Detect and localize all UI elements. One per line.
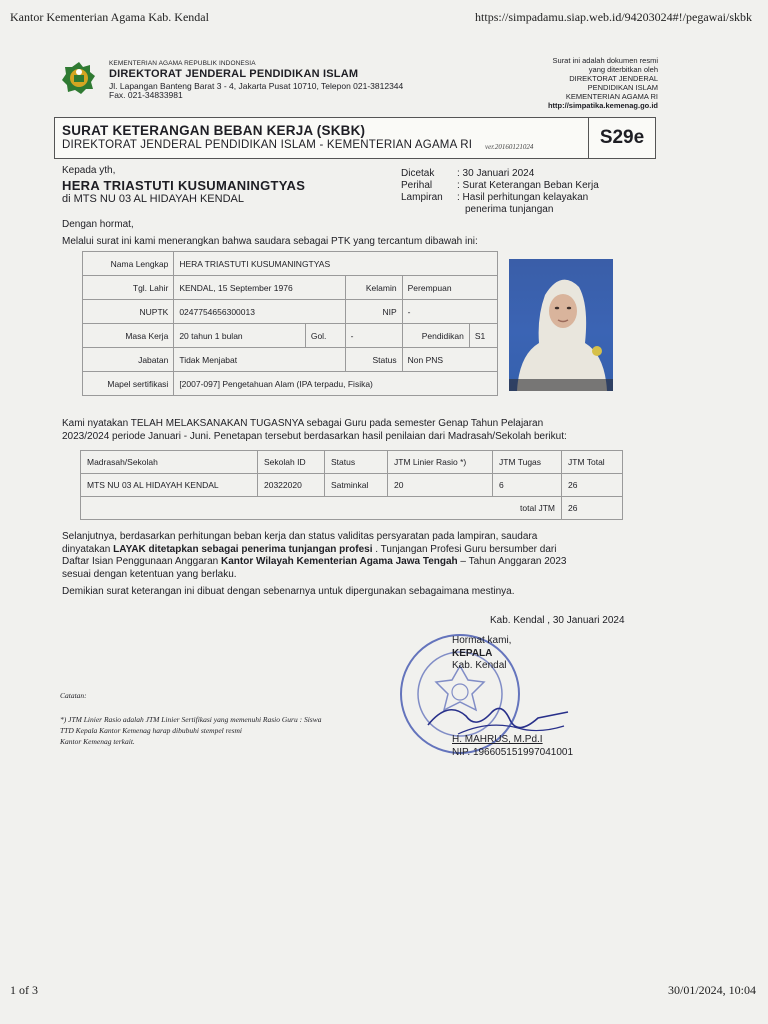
ministry-logo [62,61,96,95]
tasks-table [80,450,623,520]
respect-line: Hormat kami, [452,635,512,646]
rank-value: - [345,324,402,348]
conclusion-line-2 [62,544,662,557]
table-row [83,276,498,300]
col-school-id: Sekolah ID [258,451,325,474]
attachment-value: : Hasil perhitungan kelayakan [457,192,589,203]
nip-label: NIP [345,300,402,324]
print-url: https://simpadamu.siap.web.id/94203024#!/pegawai/skbk [475,10,752,24]
attachment-label: Lampiran [401,192,443,203]
conclusion-text: . Tunjangan Profesi Guru bersumber dari [372,543,557,555]
closing-line: Demikian surat keterangan ini dibuat dengan sebenarnya untuk dipergunakan sebagaimana mestinya. [62,586,515,597]
tenure-label: Masa Kerja [83,324,174,348]
issuer-note-line: KEMENTERIAN AGAMA RI [565,92,658,101]
signer-office: Kab. Kendal [452,660,507,671]
birth-value: KENDAL, 15 September 1976 [174,276,345,300]
mapel-value: [2007-097] Pengetahuan Alam (IPA terpadu, Fisika) [174,372,498,396]
conclusion-line-1: Selanjutnya, berdasarkan perhitungan beban kerja dan status validitas persyaratan pada lampiran, saudara [62,531,538,542]
gender-label: Kelamin [345,276,402,300]
conclusion-text: dinyatakan [62,543,114,555]
signer-name: H. MAHRUS, M.Pd.I [452,734,543,745]
issuer-note-line: DIREKTORAT JENDERAL [569,74,658,83]
mapel-label: Mapel sertifikasi [83,372,174,396]
table-row [83,252,498,276]
table-row [83,372,498,396]
profile-photo [509,259,613,391]
title-box [54,117,656,159]
table-row [83,300,498,324]
tenure-value: 20 tahun 1 bulan [174,324,306,348]
statement-line-1: Kami nyatakan TELAH MELAKSANAKAN TUGASNYA sebagai Guru pada semester Genap Tahun Pelajaran [62,418,544,429]
issuer-note-line: yang diterbitkan oleh [588,65,658,74]
notes-label: Catatan: [60,691,87,700]
meta-block [401,168,633,216]
place-date: Kab. Kendal , 30 Januari 2024 [490,615,625,626]
doc-code: S29e [588,118,655,158]
col-jtm-total: JTM Total [562,451,623,474]
cell-jtm-linier: 20 [388,474,493,497]
ministry-name: KEMENTERIAN AGAMA REPUBLIK INDONESIA [109,60,256,67]
cell-jtm-tugas: 6 [493,474,562,497]
intro-line: Melalui surat ini kami menerangkan bahwa saudara sebagai PTK yang tercantum dibawah ini: [62,236,478,247]
cell-school: MTS NU 03 AL HIDAYAH KENDAL [81,474,258,497]
status-value: Non PNS [402,348,497,372]
issuer-note-line: Surat ini adalah dokumen resmi [552,56,658,65]
signer-nip: NIP. 196605151997041001 [452,747,574,758]
conclusion [62,531,662,581]
name-label: Nama Lengkap [83,252,174,276]
subject-label: Perihal [401,180,433,191]
table-total-row [81,497,623,520]
issuer-url: http://simpatika.kemenag.go.id [547,101,658,110]
birth-label: Tgl. Lahir [83,276,174,300]
name-value: HERA TRIASTUTI KUSUMANINGTYAS [174,252,498,276]
col-jtm-tugas: JTM Tugas [493,451,562,474]
note-line: *) JTM Linier Rasio adalah JTM Linier Sertifikasi yang memenuhi Rasio Guru : Siswa [60,715,322,724]
total-value: 26 [562,497,623,520]
doc-version: ver.20160121024 [485,143,534,151]
nuptk-label: NUPTK [83,300,174,324]
print-page-title: Kantor Kementerian Agama Kab. Kendal [10,10,209,24]
table-row [83,348,498,372]
print-page-number: 1 of 3 [10,983,38,997]
printed-label: Dicetak [401,168,435,179]
education-value: S1 [469,324,497,348]
conclusion-line-4: sesuai dengan ketentuan yang berlaku. [62,568,237,580]
print-datetime: 30/01/2024, 10:04 [667,983,756,997]
address: Jl. Lapangan Banteng Barat 3 - 4, Jakarta Pusat 10710, Telepon 021-3812344 [109,81,404,91]
total-label: total JTM [81,497,562,520]
statement-line-2: 2023/2024 periode Januari - Juni. Penetapan tersebut berdasarkan hasil penilaian dari Madrasah/Sekolah berikut: [62,431,567,442]
printed-value: : 30 Januari 2024 [457,168,535,179]
conclusion-bold: Kantor Wilayah Kementerian Agama Jawa Tengah [221,556,458,567]
doc-title: SURAT KETERANGAN BEBAN KERJA (SKBK) [62,123,366,138]
conclusion-line-3 [62,556,662,569]
signer-title: KEPALA [452,648,493,659]
cell-jtm-total: 26 [562,474,623,497]
position-label: Jabatan [83,348,174,372]
issuer-note-line: PENDIDIKAN ISLAM [587,83,658,92]
education-label: Pendidikan [402,324,469,348]
issuer-note [478,56,658,110]
salutation: Dengan hormat, [62,219,134,230]
col-school: Madrasah/Sekolah [81,451,258,474]
table-header-row [81,451,623,474]
recipient-name: HERA TRIASTUTI KUSUMANINGTYAS [62,178,306,193]
status-label: Status [345,348,402,372]
nip-value: - [402,300,497,324]
table-row [81,474,623,497]
cell-school-id: 20322020 [258,474,325,497]
nuptk-value: 0247754656300013 [174,300,345,324]
doc-subtitle: DIREKTORAT JENDERAL PENDIDIKAN ISLAM - KEMENTERIAN AGAMA RI [62,139,473,151]
greeting-to: Kepada yth, [62,165,116,176]
rank-label: Gol. [305,324,345,348]
conclusion-bold: LAYAK ditetapkan sebagai penerima tunjangan profesi [113,543,373,555]
recipient-place: di MTS NU 03 AL HIDAYAH KENDAL [62,193,244,205]
identity-table [82,251,498,396]
gender-value: Perempuan [402,276,497,300]
directorate-name: DIREKTORAT JENDERAL PENDIDIKAN ISLAM [109,68,359,80]
attachment-value-2: penerima tunjangan [465,204,554,215]
col-jtm-linier: JTM Linier Rasio *) [388,451,493,474]
conclusion-text: Daftar Isian Penggunaan Anggaran [62,556,222,567]
position-value: Tidak Menjabat [174,348,345,372]
table-row [83,324,498,348]
fax: Fax. 021-34833981 [109,90,183,100]
subject-value: : Surat Keterangan Beban Kerja [457,180,599,191]
notes [60,714,400,747]
conclusion-text: – Tahun Anggaran 2023 [457,556,567,567]
note-line: Kantor Kemenag terkait. [60,737,135,746]
cell-status: Satminkal [325,474,388,497]
col-status: Status [325,451,388,474]
note-line: TTD Kepala Kantor Kemenag harap dibubuhi stempel resmi [60,726,243,735]
